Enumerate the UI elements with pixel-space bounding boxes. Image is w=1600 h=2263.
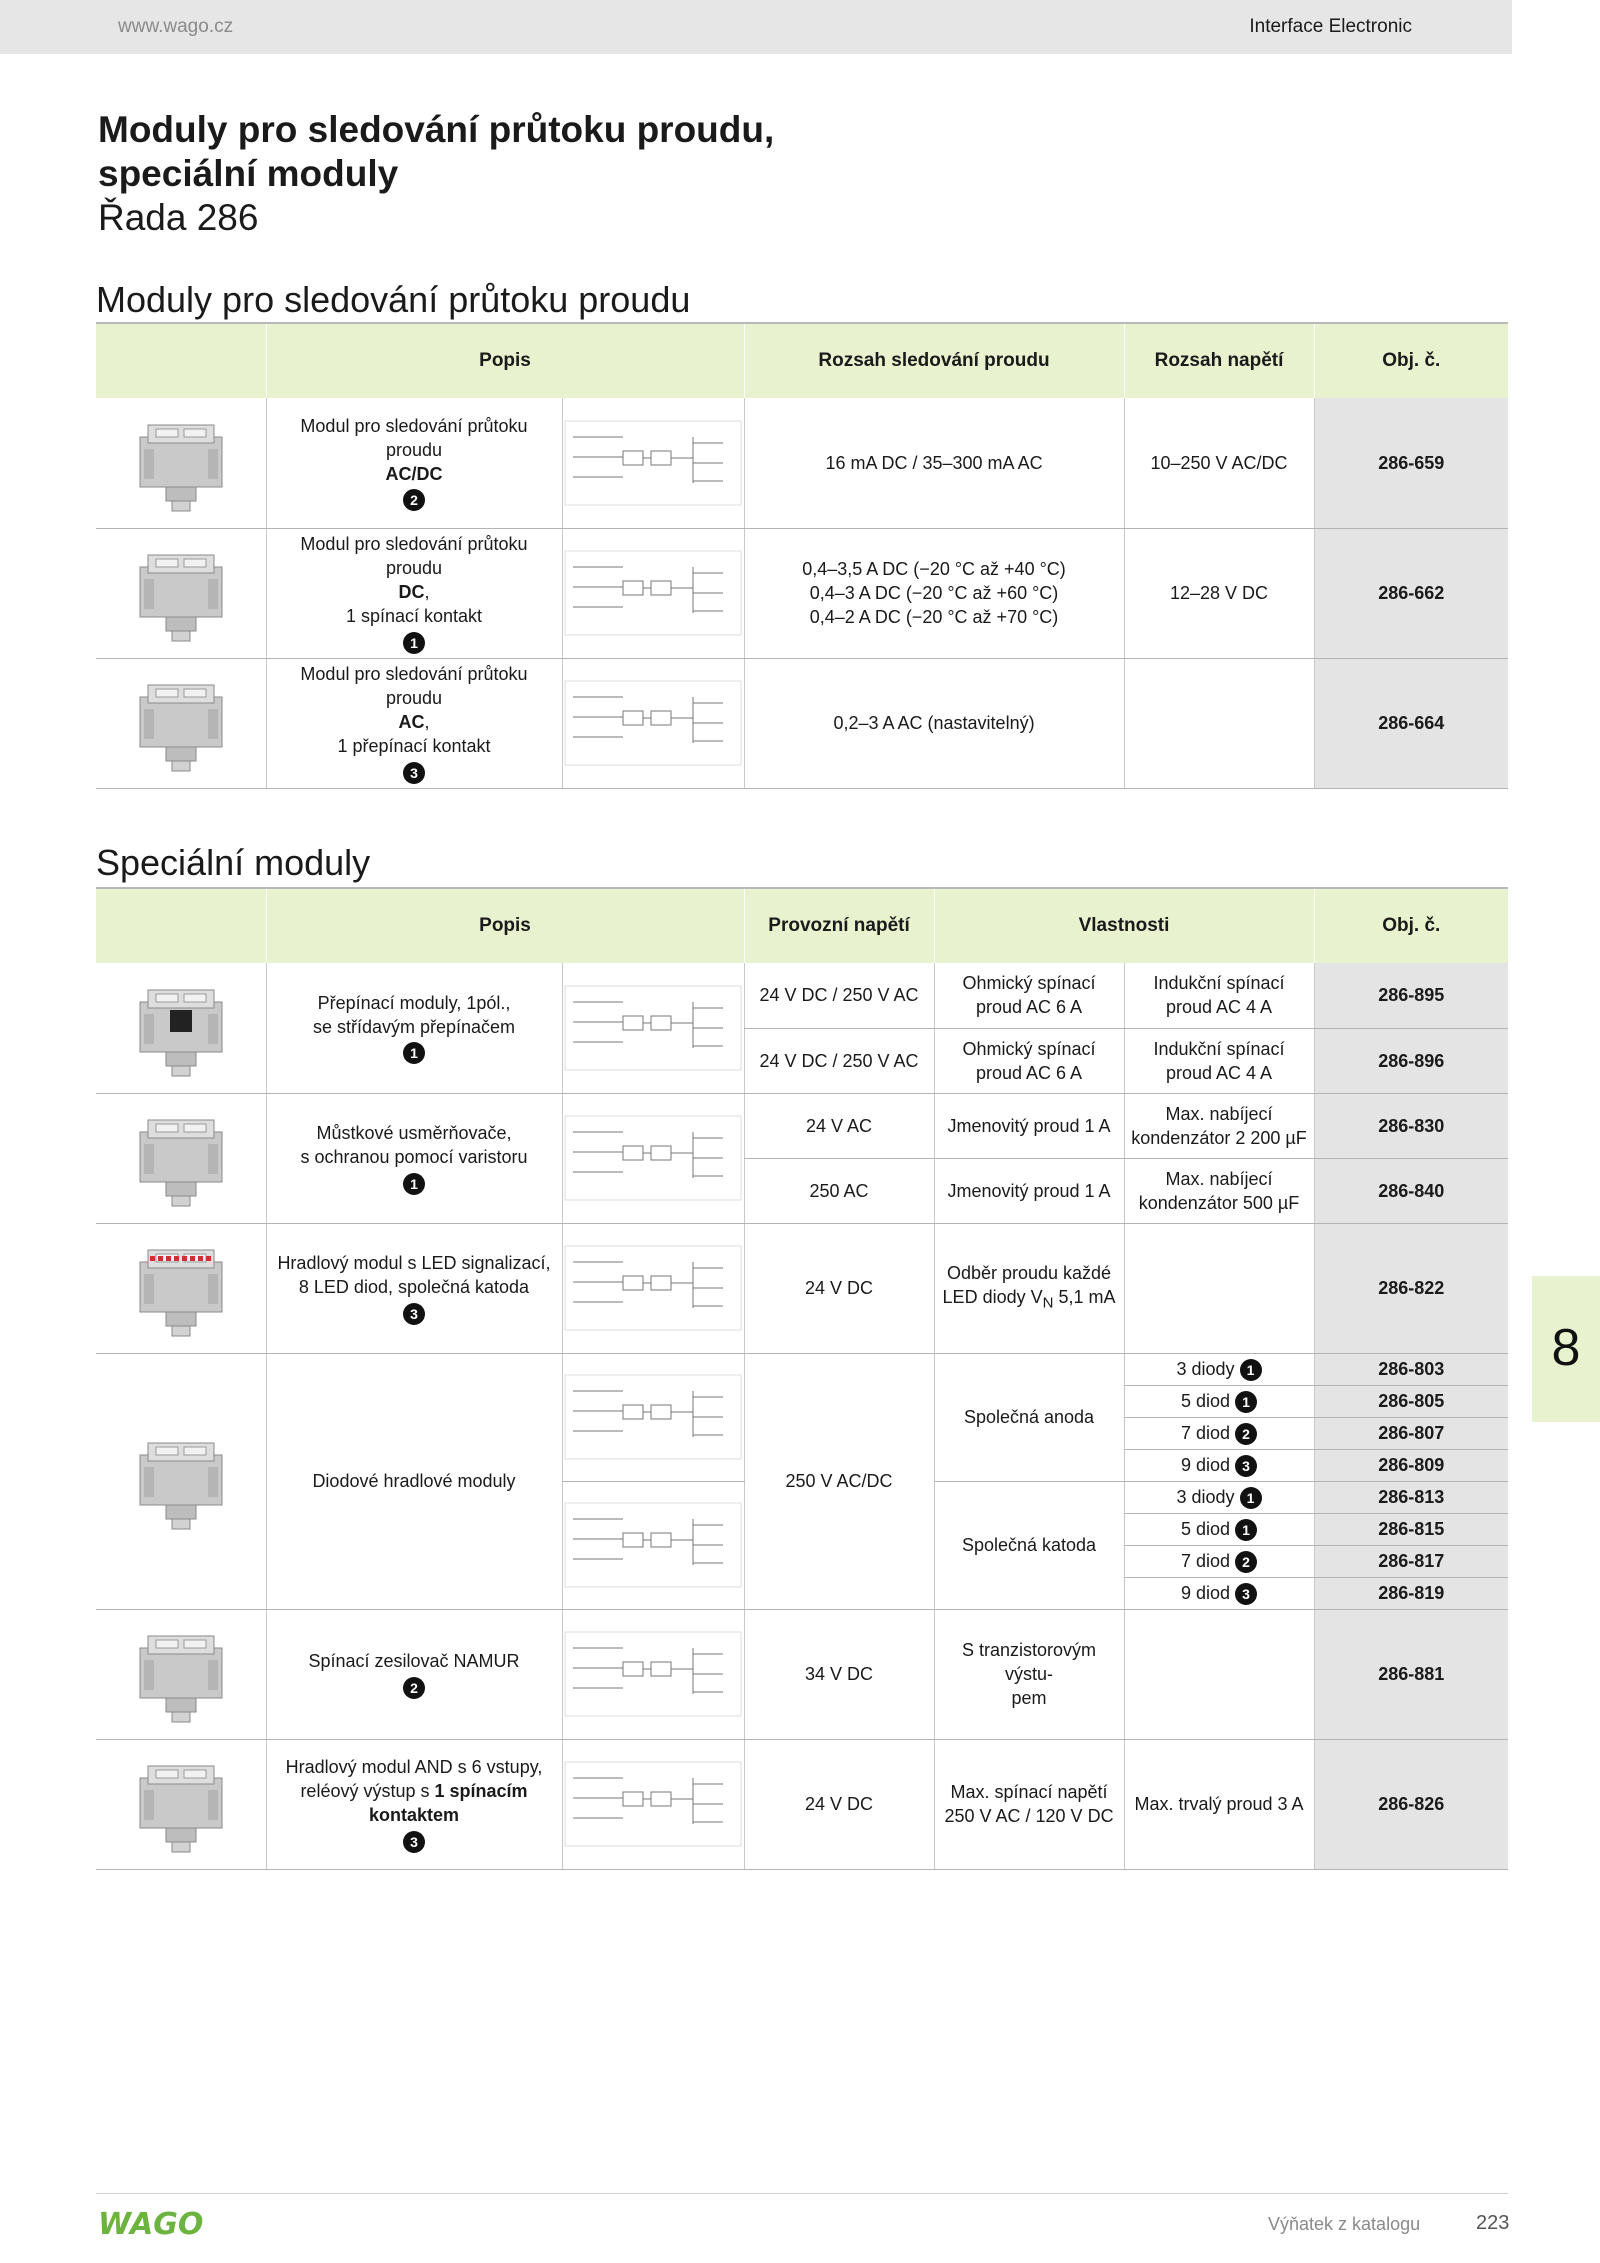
row-description: Hradlový modul AND s 6 vstupy, reléový výstup s 1 spínacím kontaktem 3 bbox=[266, 1739, 562, 1869]
table-row bbox=[96, 1223, 1508, 1353]
wiring-diagram bbox=[562, 1609, 744, 1739]
row-description: Diodové hradlové moduly bbox=[266, 1353, 562, 1609]
voltage-range: 10–250 V AC/DC bbox=[1124, 398, 1314, 528]
table-row bbox=[96, 1353, 1508, 1385]
diode-count: 5 diod 1 bbox=[1124, 1385, 1314, 1417]
diode-count: 9 diod 3 bbox=[1124, 1577, 1314, 1609]
table-row bbox=[96, 1739, 1508, 1869]
wiring-diagram bbox=[562, 1481, 744, 1609]
wiring-diagram bbox=[562, 1093, 744, 1223]
diode-count: 3 diody 1 bbox=[1124, 1481, 1314, 1513]
order-number[interactable]: 286-840 bbox=[1314, 1158, 1508, 1223]
category-number-icon: 1 bbox=[403, 1042, 425, 1064]
order-number[interactable]: 286-817 bbox=[1314, 1545, 1508, 1577]
operating-voltage: 250 AC bbox=[744, 1158, 934, 1223]
section-title: Interface Electronic bbox=[1249, 16, 1412, 37]
product-image bbox=[96, 658, 266, 788]
top-bar bbox=[0, 0, 1512, 54]
property: Indukční spínací proud AC 4 A bbox=[1124, 1028, 1314, 1093]
chapter-tab-label: 8 bbox=[1551, 1319, 1581, 1377]
wiring-diagram bbox=[562, 963, 744, 1093]
monitoring-table bbox=[96, 322, 1508, 789]
wago-logo-icon bbox=[98, 2208, 208, 2238]
property: Max. trvalý proud 3 A bbox=[1124, 1739, 1314, 1869]
product-image bbox=[96, 1353, 266, 1609]
diode-count: 7 diod 2 bbox=[1124, 1417, 1314, 1449]
operating-voltage: 24 V DC / 250 V AC bbox=[744, 963, 934, 1028]
category-number-icon: 1 bbox=[1240, 1487, 1262, 1509]
wiring-diagram bbox=[562, 1739, 744, 1869]
property: Společná anoda bbox=[934, 1353, 1124, 1481]
product-image bbox=[96, 1223, 266, 1353]
row-description: Spínací zesilovač NAMUR 2 bbox=[266, 1609, 562, 1739]
series-title: Řada 286 bbox=[98, 197, 259, 238]
footer-note: Výňatek z katalogu bbox=[1268, 2214, 1421, 2234]
category-number-icon: 3 bbox=[403, 762, 425, 784]
current-range: 0,2–3 A AC (nastavitelný) bbox=[744, 658, 1124, 788]
category-number-icon: 1 bbox=[1235, 1519, 1257, 1541]
product-image bbox=[96, 963, 266, 1093]
property: S tranzistorovým výstu- pem bbox=[934, 1609, 1124, 1739]
special-table bbox=[96, 887, 1508, 1870]
row-description: Můstkové usměrňovače, s ochranou pomocí varistoru 1 bbox=[266, 1093, 562, 1223]
operating-voltage: 24 V DC bbox=[744, 1223, 934, 1353]
order-number[interactable]: 286-881 bbox=[1314, 1609, 1508, 1739]
row-description: Modul pro sledování průtoku proudu AC, 1 přepínací kontakt 3 bbox=[266, 658, 562, 788]
property: Max. nabíjecí kondenzátor 2 200 µF bbox=[1124, 1093, 1314, 1158]
col-header-range: Rozsah sledování proudu bbox=[744, 323, 1124, 398]
table-row bbox=[96, 528, 1508, 658]
order-number[interactable]: 286-815 bbox=[1314, 1513, 1508, 1545]
category-number-icon: 3 bbox=[1235, 1583, 1257, 1605]
category-number-icon: 2 bbox=[403, 489, 425, 511]
category-number-icon: 2 bbox=[1235, 1423, 1257, 1445]
category-number-icon: 1 bbox=[403, 632, 425, 654]
page-number: 223 bbox=[1476, 2212, 1510, 2234]
product-image bbox=[96, 1739, 266, 1869]
footer-divider bbox=[96, 2193, 1508, 2194]
website-url[interactable]: www.wago.cz bbox=[118, 16, 234, 37]
property: Max. nabíjecí kondenzátor 500 µF bbox=[1124, 1158, 1314, 1223]
order-number[interactable]: 286-803 bbox=[1314, 1353, 1508, 1385]
table-row bbox=[96, 963, 1508, 1028]
property: Odběr proudu každé LED diody $V_N$ 5,1 mA bbox=[934, 1223, 1124, 1353]
order-number[interactable]: 286-896 bbox=[1314, 1028, 1508, 1093]
category-number-icon: 3 bbox=[403, 1303, 425, 1325]
product-image bbox=[96, 1609, 266, 1739]
property: Jmenovitý proud 1 A bbox=[934, 1158, 1124, 1223]
order-number[interactable]: 286-822 bbox=[1314, 1223, 1508, 1353]
property: Max. spínací napětí 250 V AC / 120 V DC bbox=[934, 1739, 1124, 1869]
col-header-op-voltage: Provozní napětí bbox=[744, 888, 934, 963]
row-description: Modul pro sledování průtoku proudu AC/DC 2 bbox=[266, 398, 562, 528]
special-heading: Speciální moduly bbox=[96, 842, 371, 883]
row-description: Modul pro sledování průtoku proudu DC, 1 spínací kontakt 1 bbox=[266, 528, 562, 658]
table-row bbox=[96, 1093, 1508, 1158]
product-image bbox=[96, 398, 266, 528]
page-title-line2: speciální moduly bbox=[98, 153, 399, 194]
wiring-diagram bbox=[562, 658, 744, 788]
wiring-diagram bbox=[562, 1223, 744, 1353]
diode-count: 9 diod 3 bbox=[1124, 1449, 1314, 1481]
operating-voltage: 34 V DC bbox=[744, 1609, 934, 1739]
order-number[interactable]: 286-659 bbox=[1314, 398, 1508, 528]
order-number[interactable]: 286-895 bbox=[1314, 963, 1508, 1028]
order-number[interactable]: 286-664 bbox=[1314, 658, 1508, 788]
wiring-diagram bbox=[562, 1353, 744, 1481]
page-title-line1: Moduly pro sledování průtoku proudu, bbox=[98, 109, 775, 150]
col-header-props: Vlastnosti bbox=[934, 888, 1314, 963]
product-image bbox=[96, 528, 266, 658]
order-number[interactable]: 286-813 bbox=[1314, 1481, 1508, 1513]
order-number[interactable]: 286-826 bbox=[1314, 1739, 1508, 1869]
operating-voltage: 24 V DC bbox=[744, 1739, 934, 1869]
current-range: 16 mA DC / 35–300 mA AC bbox=[744, 398, 1124, 528]
property: Indukční spínací proud AC 4 A bbox=[1124, 963, 1314, 1028]
category-number-icon: 1 bbox=[1235, 1391, 1257, 1413]
category-number-icon: 1 bbox=[403, 1173, 425, 1195]
current-range: 0,4–3,5 A DC (−20 °C až +40 °C) 0,4–3 A DC (−20 °C až +60 °C) 0,4–2 A DC (−20 °C až +70 °C) bbox=[744, 528, 1124, 658]
svg-text:WAGO: WAGO bbox=[98, 2208, 204, 2238]
wiring-diagram bbox=[562, 528, 744, 658]
row-description: Přepínací moduly, 1pól., se střídavým přepínačem 1 bbox=[266, 963, 562, 1093]
order-number[interactable]: 286-830 bbox=[1314, 1093, 1508, 1158]
col-header-obj: Obj. č. bbox=[1314, 323, 1508, 398]
diode-count: 5 diod 1 bbox=[1124, 1513, 1314, 1545]
property: Společná katoda bbox=[934, 1481, 1124, 1609]
order-number[interactable]: 286-807 bbox=[1314, 1417, 1508, 1449]
order-number[interactable]: 286-819 bbox=[1314, 1577, 1508, 1609]
operating-voltage: 24 V AC bbox=[744, 1093, 934, 1158]
voltage-range: 12–28 V DC bbox=[1124, 528, 1314, 658]
property: Jmenovitý proud 1 A bbox=[934, 1093, 1124, 1158]
table-row bbox=[96, 658, 1508, 788]
category-number-icon: 3 bbox=[1235, 1455, 1257, 1477]
product-image bbox=[96, 1093, 266, 1223]
category-number-icon: 2 bbox=[1235, 1551, 1257, 1573]
category-number-icon: 1 bbox=[1240, 1359, 1262, 1381]
chapter-tab[interactable] bbox=[1532, 1276, 1600, 1422]
table-row bbox=[96, 1609, 1508, 1739]
order-number[interactable]: 286-805 bbox=[1314, 1385, 1508, 1417]
order-number[interactable]: 286-809 bbox=[1314, 1449, 1508, 1481]
col-header-voltage: Rozsah napětí bbox=[1124, 323, 1314, 398]
diode-count: 3 diody 1 bbox=[1124, 1353, 1314, 1385]
category-number-icon: 3 bbox=[403, 1831, 425, 1853]
order-number[interactable]: 286-662 bbox=[1314, 528, 1508, 658]
property: Ohmický spínací proud AC 6 A bbox=[934, 963, 1124, 1028]
property: Ohmický spínací proud AC 6 A bbox=[934, 1028, 1124, 1093]
voltage-range bbox=[1124, 658, 1314, 788]
operating-voltage: 250 V AC/DC bbox=[744, 1353, 934, 1609]
col-header-obj: Obj. č. bbox=[1314, 888, 1508, 963]
wiring-diagram bbox=[562, 398, 744, 528]
row-description: Hradlový modul s LED signalizací, 8 LED diod, společná katoda 3 bbox=[266, 1223, 562, 1353]
operating-voltage: 24 V DC / 250 V AC bbox=[744, 1028, 934, 1093]
category-number-icon: 2 bbox=[403, 1677, 425, 1699]
page-title bbox=[98, 108, 774, 196]
diode-count: 7 diod 2 bbox=[1124, 1545, 1314, 1577]
table-row bbox=[96, 398, 1508, 528]
col-header-desc: Popis bbox=[266, 888, 744, 963]
monitoring-heading: Moduly pro sledování průtoku proudu bbox=[96, 279, 691, 320]
col-header-desc: Popis bbox=[266, 323, 744, 398]
